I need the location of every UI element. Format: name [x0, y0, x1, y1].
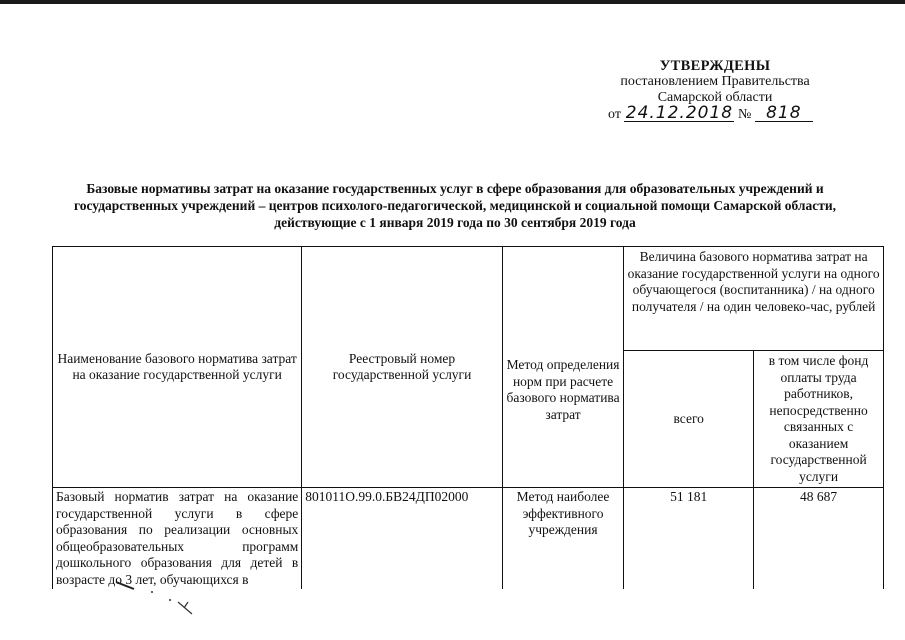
header-registry: Реестровый номер государственной услуги [302, 247, 502, 488]
approval-stamp [580, 58, 850, 123]
scan-marks [112, 578, 202, 618]
approval-date-line [580, 103, 850, 123]
header-total: всего [624, 351, 754, 488]
header-wage-fund: в том числе фонд оплаты труда работников, непосредственно связанных с оказанием государственной услуги [754, 351, 884, 488]
number-prefix: № [737, 107, 752, 122]
row-registry: 801011О.99.0.БВ24ДП02000 [302, 488, 502, 590]
date-prefix: от [608, 107, 621, 122]
page-top-border [0, 0, 905, 4]
norms-table [52, 246, 884, 589]
header-name: Наименование базового норматива затрат на оказание государственной услуги [53, 247, 302, 488]
row-wage-fund: 48 687 [754, 488, 884, 590]
approval-line-1: постановлением Правительства [620, 74, 810, 89]
approval-heading: УТВЕРЖДЕНЫ [659, 58, 771, 74]
row-total: 51 181 [624, 488, 754, 590]
table-row [53, 488, 884, 590]
header-value-group: Величина базового норматива затрат на оказание государственной услуги на одного обучающегося (воспитанника) / на одного получателя / на один человеко-час, рублей [624, 247, 884, 351]
document-title: Базовые нормативы затрат на оказание государственных услуг в сфере образования для образовательных учреждений и государственных учреждений – центров психолого-педагогической, медицинской и социальной помощи Самарской области, действующие с 1 января 2019 года по 30 сентября 2019 года [73, 181, 837, 230]
approval-line-2: Самарской области [657, 90, 773, 105]
row-method: Метод наиболее эффективного учреждения [502, 488, 624, 590]
handwritten-number: 818 [755, 106, 813, 122]
handwritten-date: 24.12.2018 [625, 103, 734, 123]
header-method: Метод определения норм при расчете базового норматива затрат [502, 247, 624, 488]
row-name: Базовый норматив затрат на оказание государственной услуги в сфере образования по реализации основных общеобразовательных программ дошкольного образования для детей в возрасте до 3 лет, обучающихся в [53, 488, 302, 590]
